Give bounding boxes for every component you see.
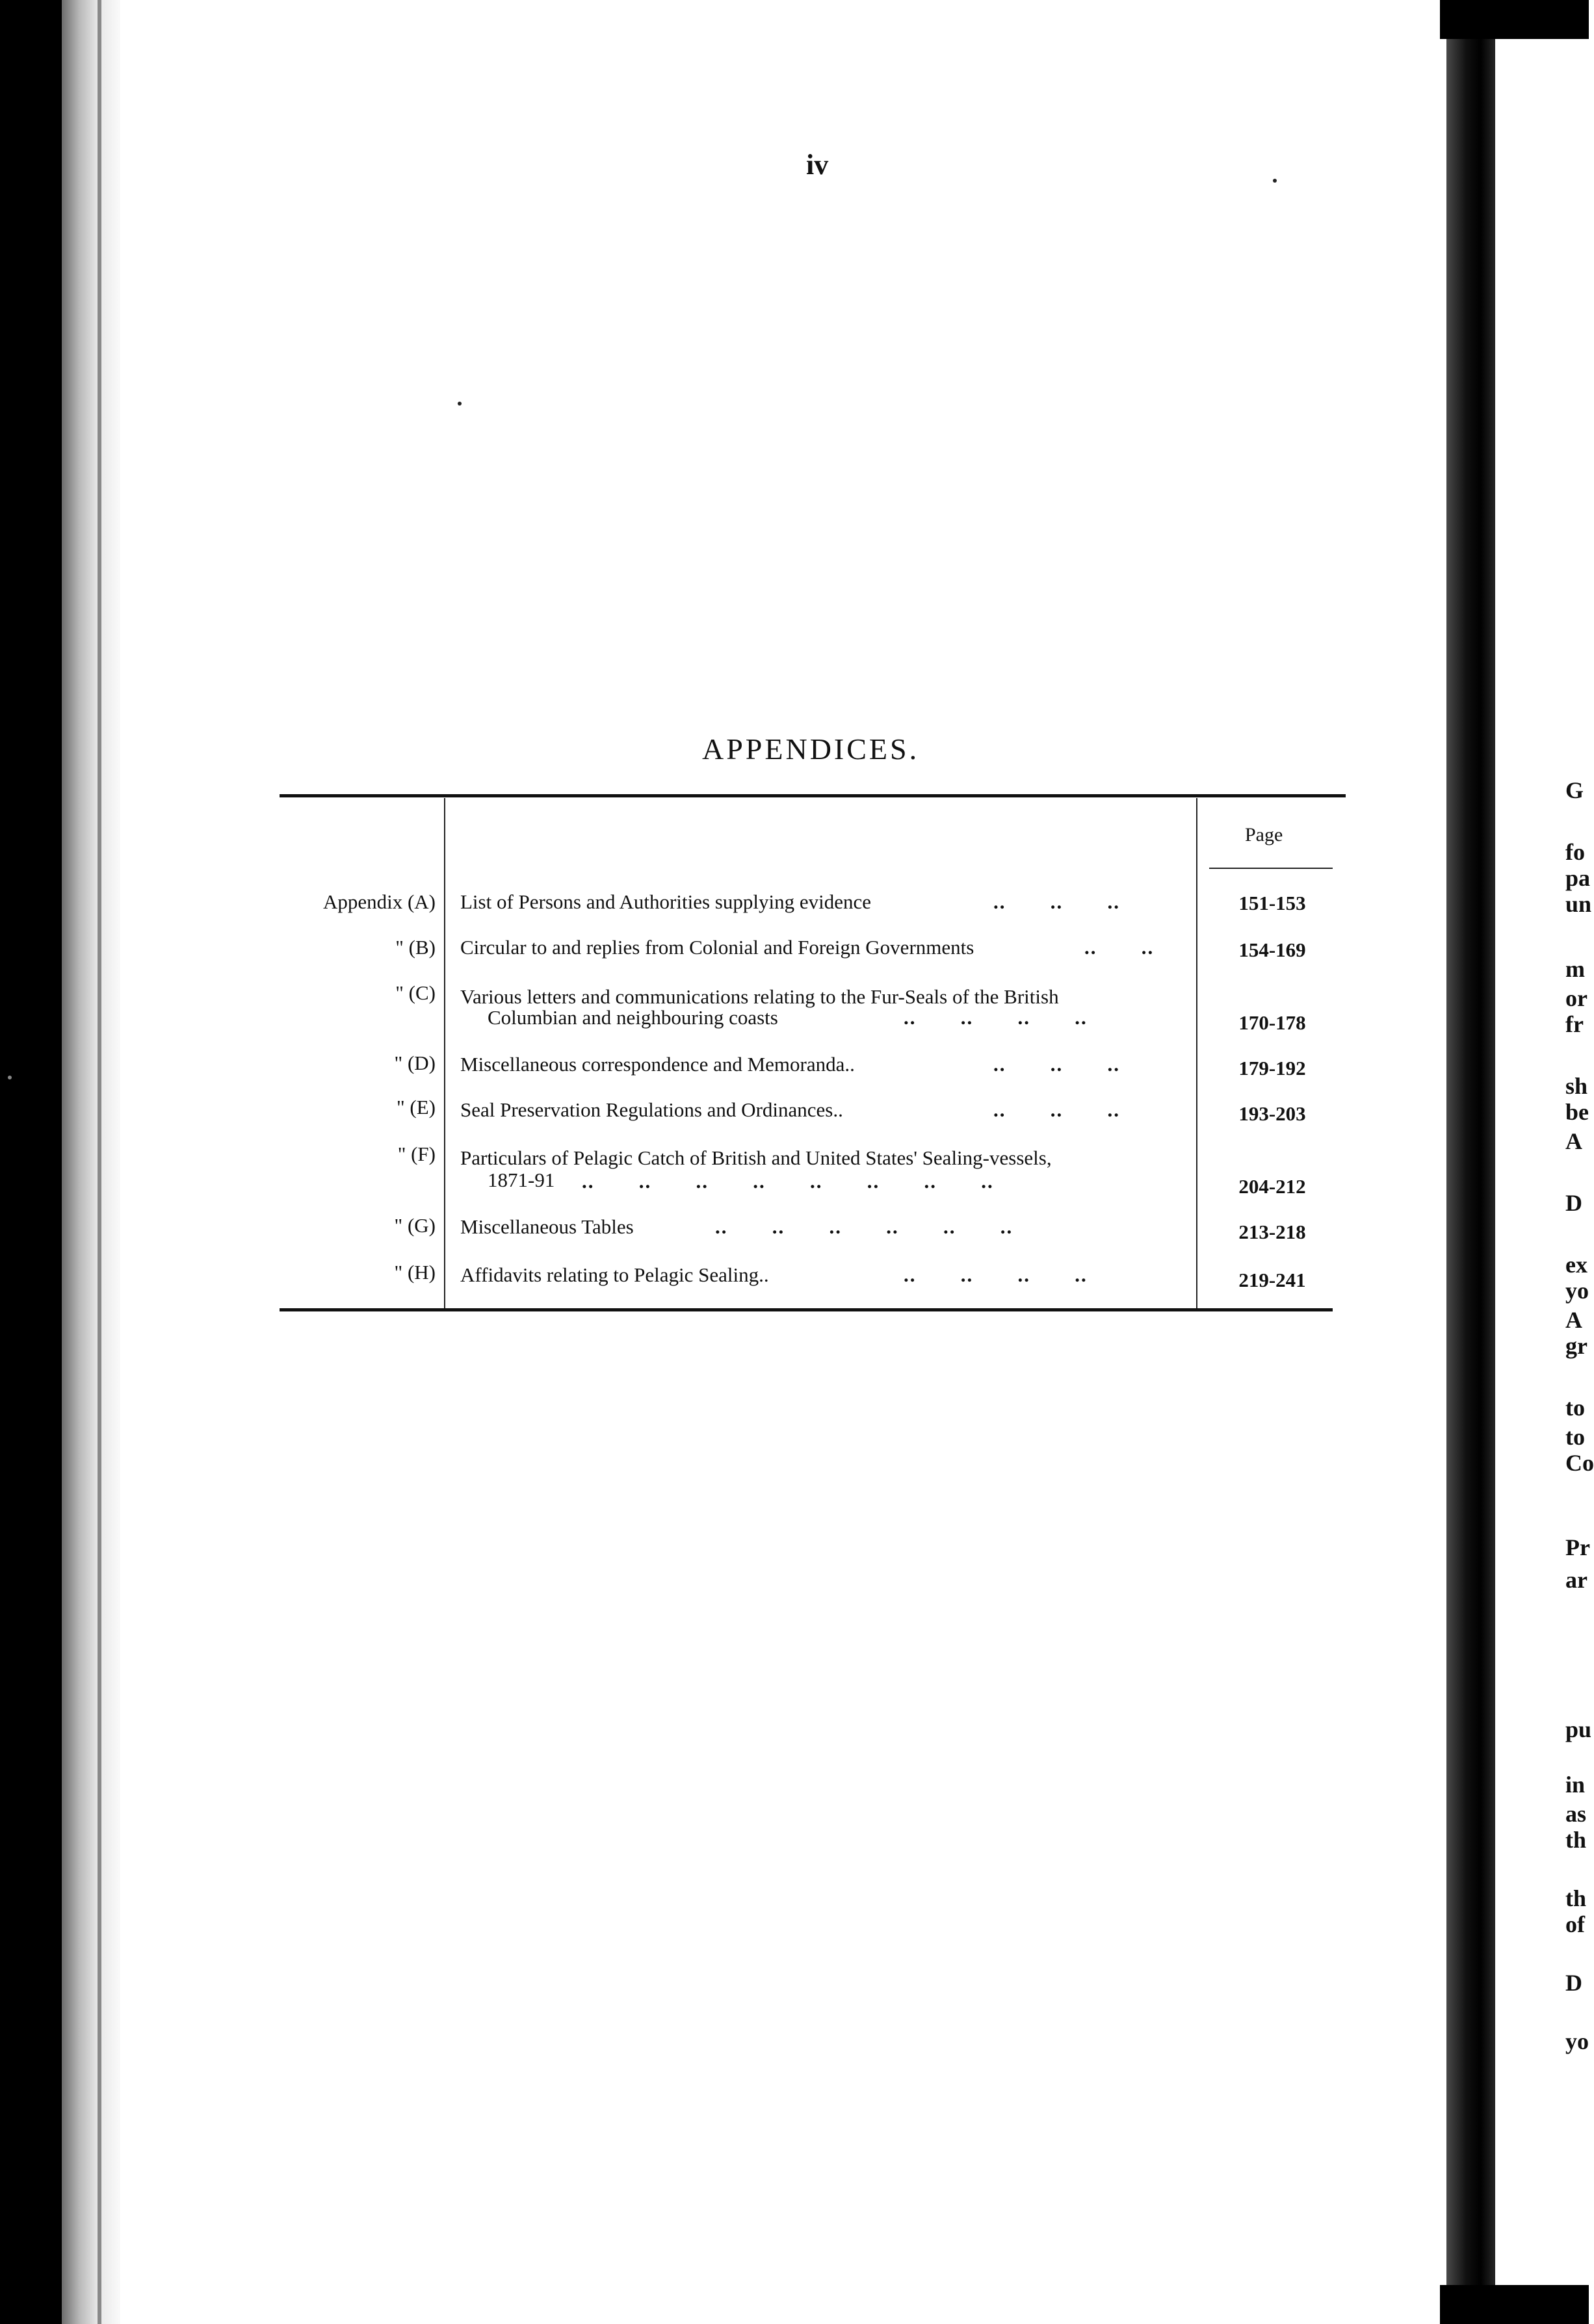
scan-left-rule bbox=[98, 0, 101, 2324]
dot-leader: .. .. .. bbox=[993, 890, 1120, 913]
facing-page-fragment: to bbox=[1565, 1424, 1585, 1450]
dot-leader: .. .. .. .. bbox=[904, 1006, 1088, 1029]
facing-page-fragment: be bbox=[1565, 1099, 1589, 1125]
appendix-pages: 151-153 bbox=[1238, 892, 1306, 914]
appendix-title: Miscellaneous correspondence and Memoranda.. bbox=[460, 1053, 855, 1076]
facing-page-fragment: or bbox=[1565, 985, 1587, 1011]
table-bottom-rule bbox=[280, 1308, 1333, 1311]
appendix-pages: 193-203 bbox=[1238, 1102, 1306, 1125]
scan-left-shadow bbox=[62, 0, 120, 2324]
appendix-label: " (E) bbox=[397, 1096, 436, 1118]
facing-page-fragment: D bbox=[1565, 1190, 1582, 1216]
facing-page-fragment: m bbox=[1565, 956, 1585, 982]
appendix-title: Affidavits relating to Pelagic Sealing.. bbox=[460, 1263, 769, 1286]
scan-speck bbox=[458, 402, 462, 406]
dot-leader: .. .. .. bbox=[993, 1098, 1120, 1121]
dot-leader: .. .. .. .. bbox=[904, 1263, 1088, 1286]
facing-page-fragment: pa bbox=[1565, 865, 1591, 891]
facing-page-fragment: un bbox=[1565, 891, 1592, 917]
scan-top-corner bbox=[1440, 0, 1589, 39]
scan-speck bbox=[1273, 179, 1277, 183]
table-divider-right bbox=[1196, 798, 1197, 1308]
appendix-label: " (H) bbox=[394, 1261, 436, 1284]
appendix-label: " (F) bbox=[397, 1143, 436, 1165]
page-title: APPENDICES. bbox=[702, 732, 920, 766]
facing-page-fragment: ex bbox=[1565, 1252, 1587, 1278]
appendix-title: Circular to and replies from Colonial and Foreign Governments bbox=[460, 936, 974, 959]
appendix-label: " (C) bbox=[395, 981, 436, 1004]
facing-page-fragment: A bbox=[1565, 1307, 1582, 1333]
facing-page-fragment: D bbox=[1565, 1970, 1582, 1996]
appendix-pages: 154-169 bbox=[1238, 938, 1306, 961]
appendix-title-continued: 1871-91 bbox=[488, 1168, 555, 1191]
appendix-label: " (B) bbox=[395, 936, 436, 959]
page-column-header: Page bbox=[1245, 824, 1283, 846]
dot-leader: .. .. .. .. .. .. bbox=[715, 1215, 1013, 1238]
facing-page-fragment: Co bbox=[1565, 1450, 1594, 1476]
facing-page-fragment: Pr bbox=[1565, 1534, 1590, 1560]
facing-page-fragment: ar bbox=[1565, 1567, 1587, 1593]
facing-page-fragment: as bbox=[1565, 1801, 1587, 1827]
appendix-title: Miscellaneous Tables bbox=[460, 1215, 634, 1238]
page-header-rule bbox=[1209, 868, 1333, 869]
facing-page-fragment: fr bbox=[1565, 1011, 1584, 1037]
facing-page-fragment: G bbox=[1565, 777, 1584, 803]
facing-page-fragment: gr bbox=[1565, 1333, 1587, 1359]
appendix-title: List of Persons and Authorities supplying evidence bbox=[460, 890, 871, 913]
scan-speck bbox=[8, 1076, 12, 1079]
dot-leader: .. .. .. bbox=[993, 1053, 1120, 1076]
facing-page-fragment: A bbox=[1565, 1128, 1582, 1154]
appendix-pages: 204-212 bbox=[1238, 1175, 1306, 1198]
dot-leader: .. .. bbox=[1084, 936, 1155, 959]
appendix-title: Various letters and communications relating to the Fur-Seals of the British bbox=[460, 985, 1059, 1008]
appendix-pages: 170-178 bbox=[1238, 1011, 1306, 1034]
facing-page-fragment: th bbox=[1565, 1827, 1587, 1853]
facing-page-fragment: yo bbox=[1565, 2028, 1589, 2054]
appendix-pages: 213-218 bbox=[1238, 1220, 1306, 1243]
facing-page-fragment: of bbox=[1565, 1911, 1585, 1937]
facing-page-fragment: pu bbox=[1565, 1716, 1592, 1742]
facing-page-fragment: to bbox=[1565, 1395, 1585, 1421]
facing-page-fragment: yo bbox=[1565, 1278, 1589, 1304]
facing-page-fragment: sh bbox=[1565, 1073, 1588, 1099]
scan-left-edge bbox=[0, 0, 62, 2324]
appendix-pages: 179-192 bbox=[1238, 1057, 1306, 1079]
scan-bottom-corner bbox=[1440, 2285, 1589, 2324]
facing-page-fragment: th bbox=[1565, 1885, 1587, 1911]
table-top-rule bbox=[280, 794, 1346, 797]
appendix-label: " (D) bbox=[394, 1052, 436, 1074]
table-divider-left bbox=[444, 798, 445, 1308]
page-folio: iv bbox=[806, 149, 829, 181]
dot-leader: .. .. .. .. .. .. .. .. bbox=[582, 1170, 994, 1193]
appendix-title: Particulars of Pelagic Catch of British and United States' Sealing-vessels, bbox=[460, 1146, 1052, 1169]
appendix-title: Seal Preservation Regulations and Ordinances.. bbox=[460, 1098, 843, 1121]
appendix-label: " (G) bbox=[394, 1214, 436, 1237]
appendix-title-continued: Columbian and neighbouring coasts bbox=[488, 1006, 778, 1029]
scan-gutter bbox=[1446, 0, 1495, 2324]
facing-page-fragment: in bbox=[1565, 1772, 1586, 1798]
appendix-label: Appendix (A) bbox=[322, 890, 436, 913]
appendix-pages: 219-241 bbox=[1238, 1269, 1306, 1291]
facing-page-fragment: fo bbox=[1565, 839, 1585, 865]
